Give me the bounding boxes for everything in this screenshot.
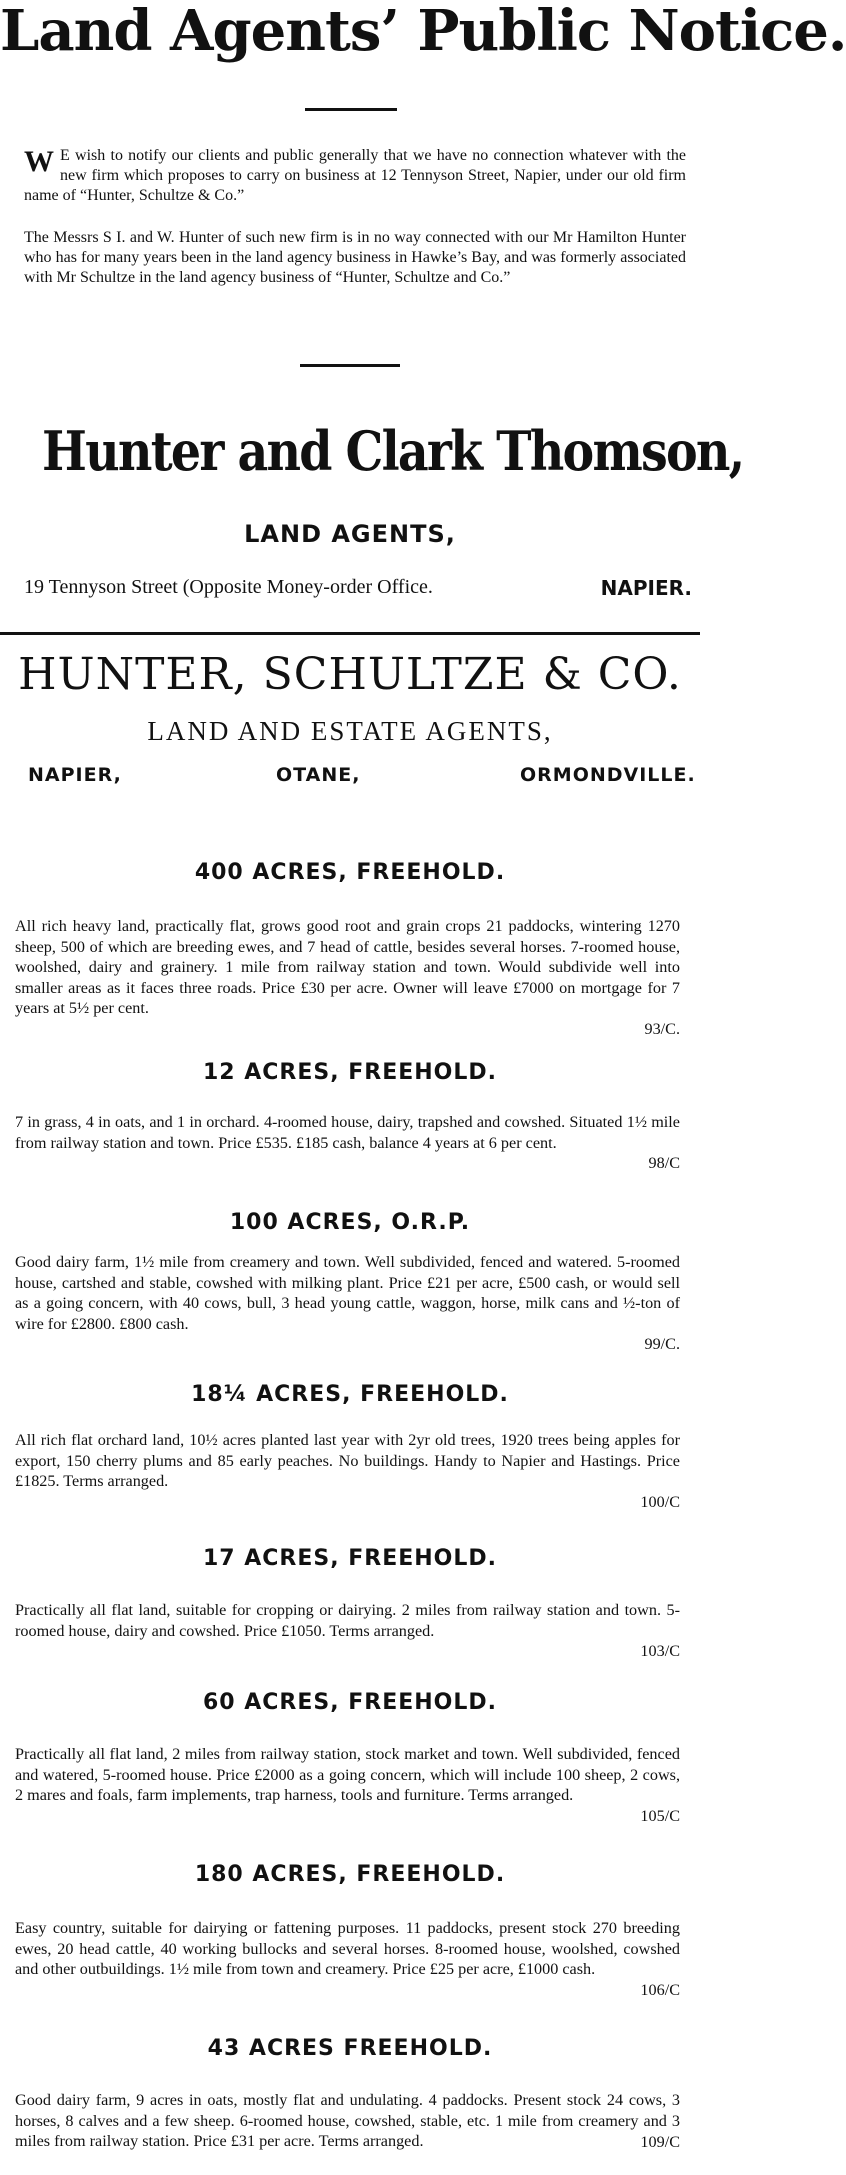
listing-reference: 93/C. [644,1019,680,1038]
company-name: HUNTER, SCHULTZE & CO. [18,649,682,700]
firm-address: 19 Tennyson Street (Opposite Money-order Office. [24,576,433,598]
office-otane: OTANE, [276,764,361,786]
listing-heading: 43 ACRES FREEHOLD. [207,2036,493,2061]
listing-heading: 180 ACRES, FREEHOLD. [194,1862,506,1887]
notice-title: Land Agents’ Public Notice. [0,0,846,64]
firm-name: Hunter and Clark Thomson, [42,419,744,483]
listing-body: Practically all flat land, suitable for cropping or dairying. 2 miles from railway station and town. 5-roomed house, dairy and cowshed. Price £1050. Terms arranged. 103/C [15,1601,680,1660]
listing-body: Good dairy farm, 1½ mile from creamery and town. Well subdivided, fenced and watered. 5-roomed house, cartshed and stable, cowshed with milking plant. Price £21 per acre, £500 cash, or would sell as a going concern, with 40 cows, bull, 3 head young cattle, waggon, horse, milk cans and ½-ton of wire for £2800. £800 cash. 99/C. [15,1253,680,1353]
listing-reference: 103/C [640,1642,680,1660]
listing-heading: 100 ACRES, O.R.P. [229,1210,471,1235]
notice-paragraph-1: W E wish to notify our clients and public generally that we have no connection whatever with the new firm which proposes to carry on business at 12 Tennyson Street, Napier, under our old firm name of “Hunter, Schultze & Co.” [24,145,686,204]
firm-subtitle: LAND AGENTS, [244,520,456,548]
listing-reference: 100/C [640,1492,680,1511]
listing-reference: 105/C [640,1806,680,1825]
divider [300,364,400,367]
drop-cap: W [24,145,54,178]
company-subtitle: LAND AND ESTATE AGENTS, [147,716,553,746]
listing-heading: 18¼ ACRES, FREEHOLD. [191,1382,509,1407]
listing-body: All rich heavy land, practically flat, grows good root and grain crops 21 paddocks, wintering 1270 sheep, 500 of which are breeding ewes, and 7 head of cattle, besides several horses. 7-roomed house, woolshed, dairy and grainery. 1 mile from railway station and town. Would subdivide well into smaller areas as it faces three roads. Price £30 per acre. Owner will leave £7000 on mortgage for 7 years at 5½ per cent. 93/C. [15,917,680,1038]
listing-heading: 17 ACRES, FREEHOLD. [202,1546,498,1571]
notice-body [24,146,686,288]
listing-body: Practically all flat land, 2 miles from railway station, stock market and town. Well subdivided, fenced and watered, 5-roomed house. Price £2000 as a going concern, which will include 100 sheep, 2 cows, 2 mares and foals, farm implements, trap harness, tools and furniture. Terms arranged. 105/C [15,1745,680,1825]
listing-reference: 106/C [640,1980,680,1999]
listing-reference: 109/C [640,2132,680,2151]
listing-body: Easy country, suitable for dairying or fattening purposes. 11 paddocks, present stock 270 breeding ewes, 20 head cattle, 40 working bullocks and several horses. 8-roomed house, woolshed, cowshed and other outbuildings. 1½ mile from town and creamery. Price £25 per acre, £1000 cash. 106/C [15,1919,680,1999]
listing-heading: 400 ACRES, FREEHOLD. [194,860,506,885]
office-ormondville: ORMONDVILLE. [520,764,696,786]
office-napier: NAPIER, [28,764,122,786]
notice-paragraph-2: The Messrs S I. and W. Hunter of such new firm is in no way connected with our Mr Hamilton Hunter who has for many years been in the land agency business in Hawke’s Bay, and was formerly associated with Mr Schultze in the land agency business of “Hunter, Schultze and Co.” [24,229,686,286]
listing-heading: 12 ACRES, FREEHOLD. [202,1060,498,1085]
listing-reference: 99/C. [644,1335,680,1353]
listing-body: 7 in grass, 4 in oats, and 1 in orchard. 4-roomed house, dairy, trapshed and cowshed. Situated 1½ mile from railway station and town. Price £535. £185 cash, balance 4 years at 6 per cent. 98/C [15,1113,680,1172]
section-rule [0,632,700,635]
listing-body: Good dairy farm, 9 acres in oats, mostly flat and undulating. 4 paddocks. Present stock 24 cows, 3 horses, 8 calves and a few sheep. 6-roomed house, cowshed, stable, etc. 1 mile from creamery and 3 miles from railway station. Price £31 per acre. Terms arranged. 109/C [15,2091,680,2151]
listing-body: All rich flat orchard land, 10½ acres planted last year with 2yr old trees, 1920 trees being apples for export, 150 cherry plums and 85 early peaches. No buildings. Handy to Napier and Hastings. Price £1825. Terms arranged. 100/C [15,1431,680,1511]
divider [305,108,397,111]
firm-city: NAPIER. [600,576,692,600]
listing-heading: 60 ACRES, FREEHOLD. [202,1690,498,1715]
listing-reference: 98/C [648,1154,680,1172]
